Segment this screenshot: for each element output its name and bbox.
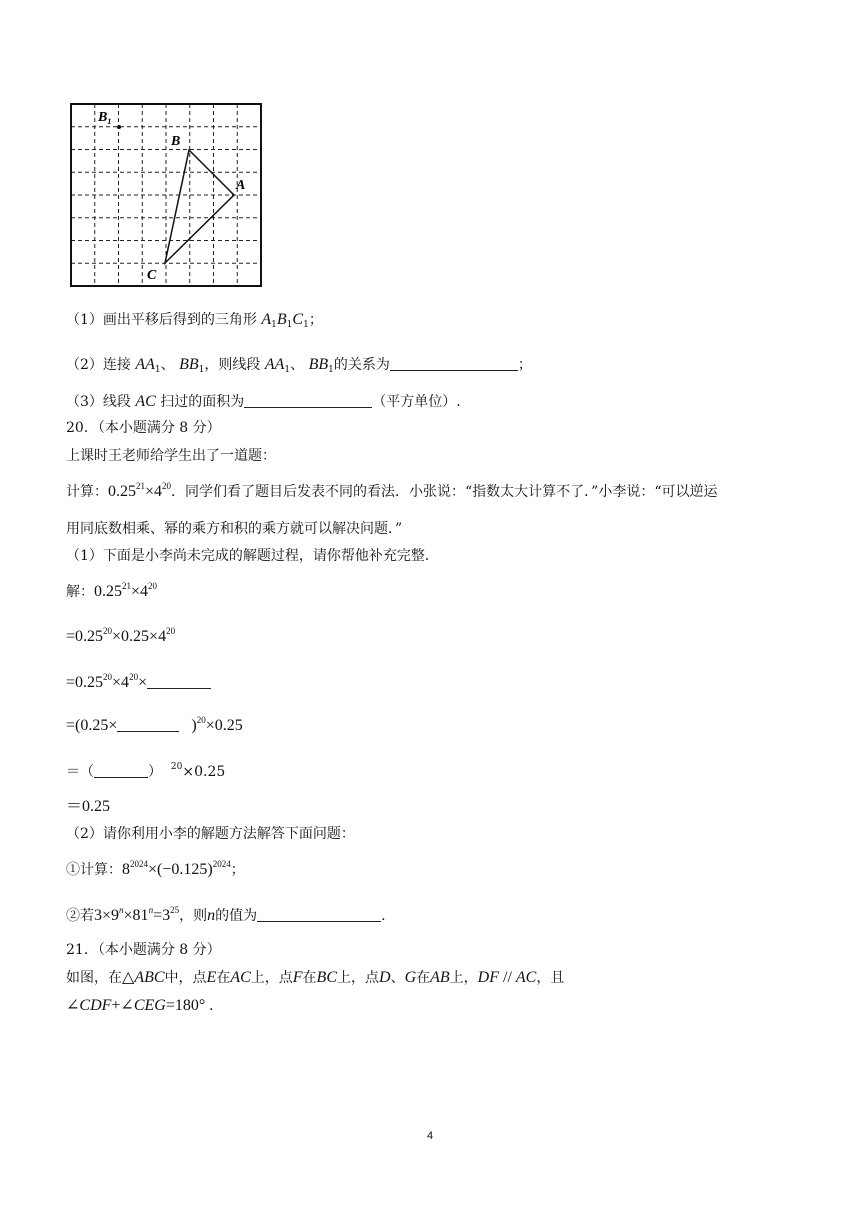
q20-calc-cont: 用同底数相乘、幂的乘方和积的乘方就可以解决问题．”	[66, 521, 403, 537]
q20-part2: （2）请你利用小李的解题方法解答下面问题：	[66, 826, 355, 842]
q20-solution-line4: =(0.25× )$^{20}$×0.25	[66, 715, 243, 734]
label-b1: $B_1$	[98, 110, 112, 126]
q20-solution-line5: ＝（ ） $^{20}$×0.25	[66, 762, 226, 780]
q20-question-b: ②若$3\times 9^n\times 81^n=3^{25}$，则n的值为 .	[66, 905, 386, 924]
grid-figure	[70, 103, 262, 287]
q20-solution-line1: 解：$0.25^{21}\times 4^{20}$	[66, 581, 158, 600]
answer-blank[interactable]	[390, 356, 518, 371]
answer-blank[interactable]	[257, 907, 381, 922]
q20-question-a: ①计算：$8^{2024}\times(-0.125)^{2024}$；	[66, 859, 245, 878]
q21-line1: 如图，在△ABC中，点E在AC上，点F在BC上，点D、G在AB上，DF // AC，且	[66, 969, 565, 986]
q19-part2: （2）连接 $AA_1$、 $BB_1$，则线段 $AA_1$、 $BB_1$的关系为 ；	[66, 356, 532, 375]
answer-blank[interactable]	[117, 717, 179, 732]
q20-part1: （1）下面是小李尚未完成的解题过程，请你帮他补充完整．	[66, 548, 439, 564]
q21-line2: ∠CDF+∠CEG=180° .	[66, 997, 214, 1014]
q19-part3: （3）线段 AC 扫过的面积为 （平方单位）.	[66, 393, 461, 410]
page-number: 4	[426, 1130, 434, 1142]
label-b: B	[171, 134, 181, 149]
answer-blank[interactable]	[147, 674, 211, 689]
q19-part1: （1）画出平移后得到的三角形 $A_1B_1C_1$；	[66, 311, 323, 330]
q20-header: 20．（本小题满分 8 分）	[66, 420, 221, 436]
point-b1	[117, 125, 121, 129]
triangle-abc	[165, 150, 234, 263]
q20-solution-line3: $=0.25^{20}\times 4^{20}\times$	[66, 673, 211, 693]
q20-intro: 上课时王老师给学生出了一道题：	[66, 448, 276, 464]
q21-header: 21．（本小题满分 8 分）	[66, 942, 221, 958]
answer-blank[interactable]	[244, 393, 372, 408]
answer-blank[interactable]	[94, 763, 148, 778]
q20-solution-final: ＝0.25	[66, 798, 111, 815]
q20-calc: 计算：$0.25^{21}\times 4^{20}$．同学们看了题目后发表不同的看法．小张说：“指数太大计算不了．”小李说：“可以逆运	[66, 481, 718, 500]
label-c: C	[147, 268, 157, 283]
label-a: A	[236, 178, 246, 193]
q20-solution-line2: $=0.25^{20}\times 0.25\times 4^{20}$	[66, 626, 176, 645]
